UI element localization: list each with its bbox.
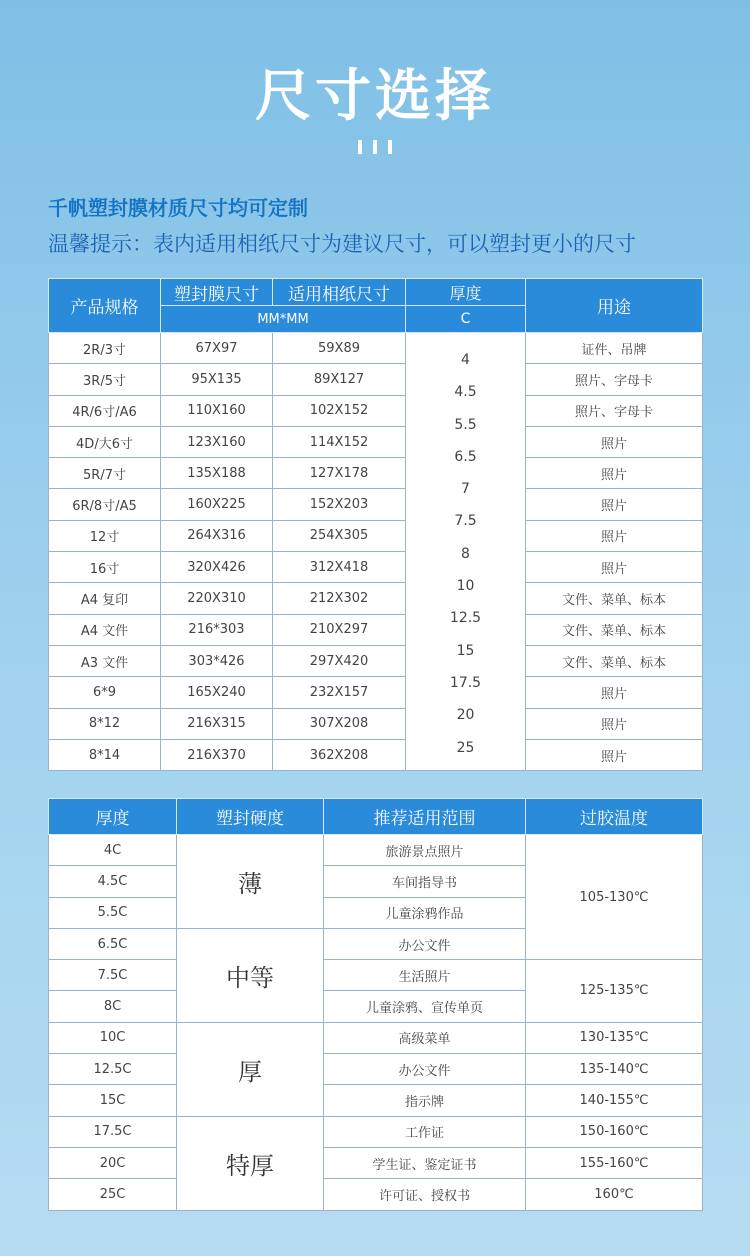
cell-film-size: 216*303 xyxy=(161,614,273,645)
cell-spec: 8*12 xyxy=(49,708,161,739)
cell-spec: 4R/6寸/A6 xyxy=(49,395,161,426)
cell-paper-size: 59X89 xyxy=(273,333,406,364)
cell-paper-size: 297X420 xyxy=(273,645,406,676)
cell-film-size: 165X240 xyxy=(161,677,273,708)
cell-spec: 6R/8寸/A5 xyxy=(49,489,161,520)
cell-spec: 16寸 xyxy=(49,552,161,583)
table-row xyxy=(49,333,703,364)
cell-hardness: 中等 xyxy=(177,928,324,1022)
cell-range: 车间指导书 xyxy=(324,866,526,897)
cell-spec: 3R/5寸 xyxy=(49,364,161,395)
cell-usage: 照片、字母卡 xyxy=(526,364,703,395)
header-film: 塑封膜尺寸 xyxy=(161,279,273,306)
cell-thickness: 20C xyxy=(49,1147,177,1178)
thickness-value: 8 xyxy=(461,545,470,562)
cell-paper-size: 127X178 xyxy=(273,458,406,489)
thickness-value: 4 xyxy=(461,352,470,368)
table-row xyxy=(49,1022,703,1053)
header-thickness-unit: C xyxy=(406,306,526,333)
table-row xyxy=(49,645,703,676)
header-unit: MM*MM xyxy=(161,306,406,333)
cell-film-size: 320X426 xyxy=(161,552,273,583)
cell-range: 旅游景点照片 xyxy=(324,835,526,866)
cell-thickness: 8C xyxy=(49,991,177,1022)
header-usage: 用途 xyxy=(526,279,703,333)
cell-film-size: 123X160 xyxy=(161,426,273,457)
table-row xyxy=(49,960,703,991)
table-row xyxy=(49,1116,703,1147)
cell-thickness-list xyxy=(406,333,526,771)
thickness-value: 6.5 xyxy=(454,448,477,465)
cell-spec: 6*9 xyxy=(49,677,161,708)
cell-film-size: 160X225 xyxy=(161,489,273,520)
tip-note: 温馨提示：表内适用相纸尺寸为建议尺寸，可以塑封更小的尺寸 xyxy=(48,232,636,256)
table-row xyxy=(49,583,703,614)
table-row xyxy=(49,677,703,708)
cell-usage: 文件、菜单、标本 xyxy=(526,583,703,614)
cell-temperature: 155-160℃ xyxy=(526,1147,703,1178)
cell-usage: 照片、字母卡 xyxy=(526,395,703,426)
cell-thickness: 7.5C xyxy=(49,960,177,991)
cell-usage: 照片 xyxy=(526,708,703,739)
thickness-table xyxy=(48,798,703,1211)
table-row xyxy=(49,1085,703,1116)
cell-temperature: 150-160℃ xyxy=(526,1116,703,1147)
cell-usage: 照片 xyxy=(526,520,703,551)
cell-range: 儿童涂鸦、宣传单页 xyxy=(324,991,526,1022)
cell-thickness: 17.5C xyxy=(49,1116,177,1147)
header-range: 推荐适用范围 xyxy=(324,799,526,835)
header-paper: 适用相纸尺寸 xyxy=(273,279,406,306)
cell-hardness: 特厚 xyxy=(177,1116,324,1210)
cell-range: 儿童涂鸦作品 xyxy=(324,897,526,928)
cell-film-size: 216X315 xyxy=(161,708,273,739)
cell-thickness: 5.5C xyxy=(49,897,177,928)
cell-film-size: 110X160 xyxy=(161,395,273,426)
table-row xyxy=(49,489,703,520)
header-temp: 过胶温度 xyxy=(526,799,703,835)
cell-spec: 5R/7寸 xyxy=(49,458,161,489)
cell-usage: 照片 xyxy=(526,426,703,457)
cell-film-size: 303*426 xyxy=(161,645,273,676)
table-row xyxy=(49,708,703,739)
cell-film-size: 95X135 xyxy=(161,364,273,395)
table-row xyxy=(49,552,703,583)
cell-thickness: 4C xyxy=(49,835,177,866)
title-decoration xyxy=(358,140,392,154)
cell-usage: 证件、吊牌 xyxy=(526,333,703,364)
table-row xyxy=(49,364,703,395)
table-row xyxy=(49,1147,703,1178)
thickness-value: 7 xyxy=(461,481,470,498)
thickness-value: 10 xyxy=(456,578,475,595)
cell-spec: A3 文件 xyxy=(49,645,161,676)
cell-usage: 照片 xyxy=(526,489,703,520)
header-thickness: 厚度 xyxy=(406,279,526,306)
cell-usage: 照片 xyxy=(526,458,703,489)
table-row xyxy=(49,395,703,426)
cell-hardness: 厚 xyxy=(177,1022,324,1116)
cell-paper-size: 152X203 xyxy=(273,489,406,520)
cell-spec: A4 复印 xyxy=(49,583,161,614)
customization-note: 千帆塑封膜材质尺寸均可定制 xyxy=(48,196,308,220)
cell-spec: 4D/大6寸 xyxy=(49,426,161,457)
cell-temperature: 135-140℃ xyxy=(526,1054,703,1085)
cell-spec: A4 文件 xyxy=(49,614,161,645)
cell-usage: 照片 xyxy=(526,739,703,770)
cell-paper-size: 232X157 xyxy=(273,677,406,708)
cell-spec: 8*14 xyxy=(49,739,161,770)
cell-thickness: 15C xyxy=(49,1085,177,1116)
cell-thickness: 12.5C xyxy=(49,1054,177,1085)
thickness-value: 17.5 xyxy=(449,674,482,691)
cell-range: 许可证、授权书 xyxy=(324,1179,526,1210)
size-table xyxy=(48,278,703,771)
cell-paper-size: 212X302 xyxy=(273,583,406,614)
cell-usage: 照片 xyxy=(526,677,703,708)
thickness-value: 5.5 xyxy=(454,416,477,433)
cell-range: 工作证 xyxy=(324,1116,526,1147)
cell-paper-size: 312X418 xyxy=(273,552,406,583)
cell-spec: 2R/3寸 xyxy=(49,333,161,364)
cell-paper-size: 114X152 xyxy=(273,426,406,457)
cell-paper-size: 89X127 xyxy=(273,364,406,395)
thickness-value: 4.5 xyxy=(454,384,477,401)
thickness-value: 25 xyxy=(456,739,475,756)
thickness-value: 12.5 xyxy=(449,610,482,627)
cell-paper-size: 254X305 xyxy=(273,520,406,551)
cell-usage: 照片 xyxy=(526,552,703,583)
cell-temperature: 125-135℃ xyxy=(526,960,703,1023)
cell-range: 高级菜单 xyxy=(324,1022,526,1053)
cell-film-size: 264X316 xyxy=(161,520,273,551)
cell-usage: 文件、菜单、标本 xyxy=(526,645,703,676)
cell-range: 指示牌 xyxy=(324,1085,526,1116)
thickness-value: 20 xyxy=(456,707,475,724)
cell-paper-size: 210X297 xyxy=(273,614,406,645)
cell-range: 学生证、鉴定证书 xyxy=(324,1147,526,1178)
cell-range: 生活照片 xyxy=(324,960,526,991)
cell-paper-size: 102X152 xyxy=(273,395,406,426)
cell-film-size: 220X310 xyxy=(161,583,273,614)
cell-film-size: 216X370 xyxy=(161,739,273,770)
page-title: 尺寸选择 xyxy=(255,64,495,129)
cell-range: 办公文件 xyxy=(324,1054,526,1085)
cell-temperature: 130-135℃ xyxy=(526,1022,703,1053)
table-row xyxy=(49,426,703,457)
thickness-value: 15 xyxy=(456,642,475,659)
table-row xyxy=(49,1054,703,1085)
header-thickness2: 厚度 xyxy=(49,799,177,835)
cell-usage: 文件、菜单、标本 xyxy=(526,614,703,645)
cell-film-size: 135X188 xyxy=(161,458,273,489)
cell-film-size: 67X97 xyxy=(161,333,273,364)
cell-spec: 12寸 xyxy=(49,520,161,551)
table-row xyxy=(49,835,703,866)
table-row xyxy=(49,520,703,551)
thickness-value: 7.5 xyxy=(454,513,477,530)
table-row xyxy=(49,1179,703,1210)
cell-hardness: 薄 xyxy=(177,835,324,929)
cell-paper-size: 362X208 xyxy=(273,739,406,770)
cell-range: 办公文件 xyxy=(324,928,526,959)
cell-temperature: 105-130℃ xyxy=(526,835,703,960)
header-hardness: 塑封硬度 xyxy=(177,799,324,835)
cell-thickness: 6.5C xyxy=(49,928,177,959)
cell-temperature: 140-155℃ xyxy=(526,1085,703,1116)
header-spec: 产品规格 xyxy=(49,279,161,333)
table-row xyxy=(49,739,703,770)
cell-thickness: 25C xyxy=(49,1179,177,1210)
cell-temperature: 160℃ xyxy=(526,1179,703,1210)
cell-thickness: 4.5C xyxy=(49,866,177,897)
table-row xyxy=(49,614,703,645)
cell-thickness: 10C xyxy=(49,1022,177,1053)
table-row xyxy=(49,458,703,489)
cell-paper-size: 307X208 xyxy=(273,708,406,739)
